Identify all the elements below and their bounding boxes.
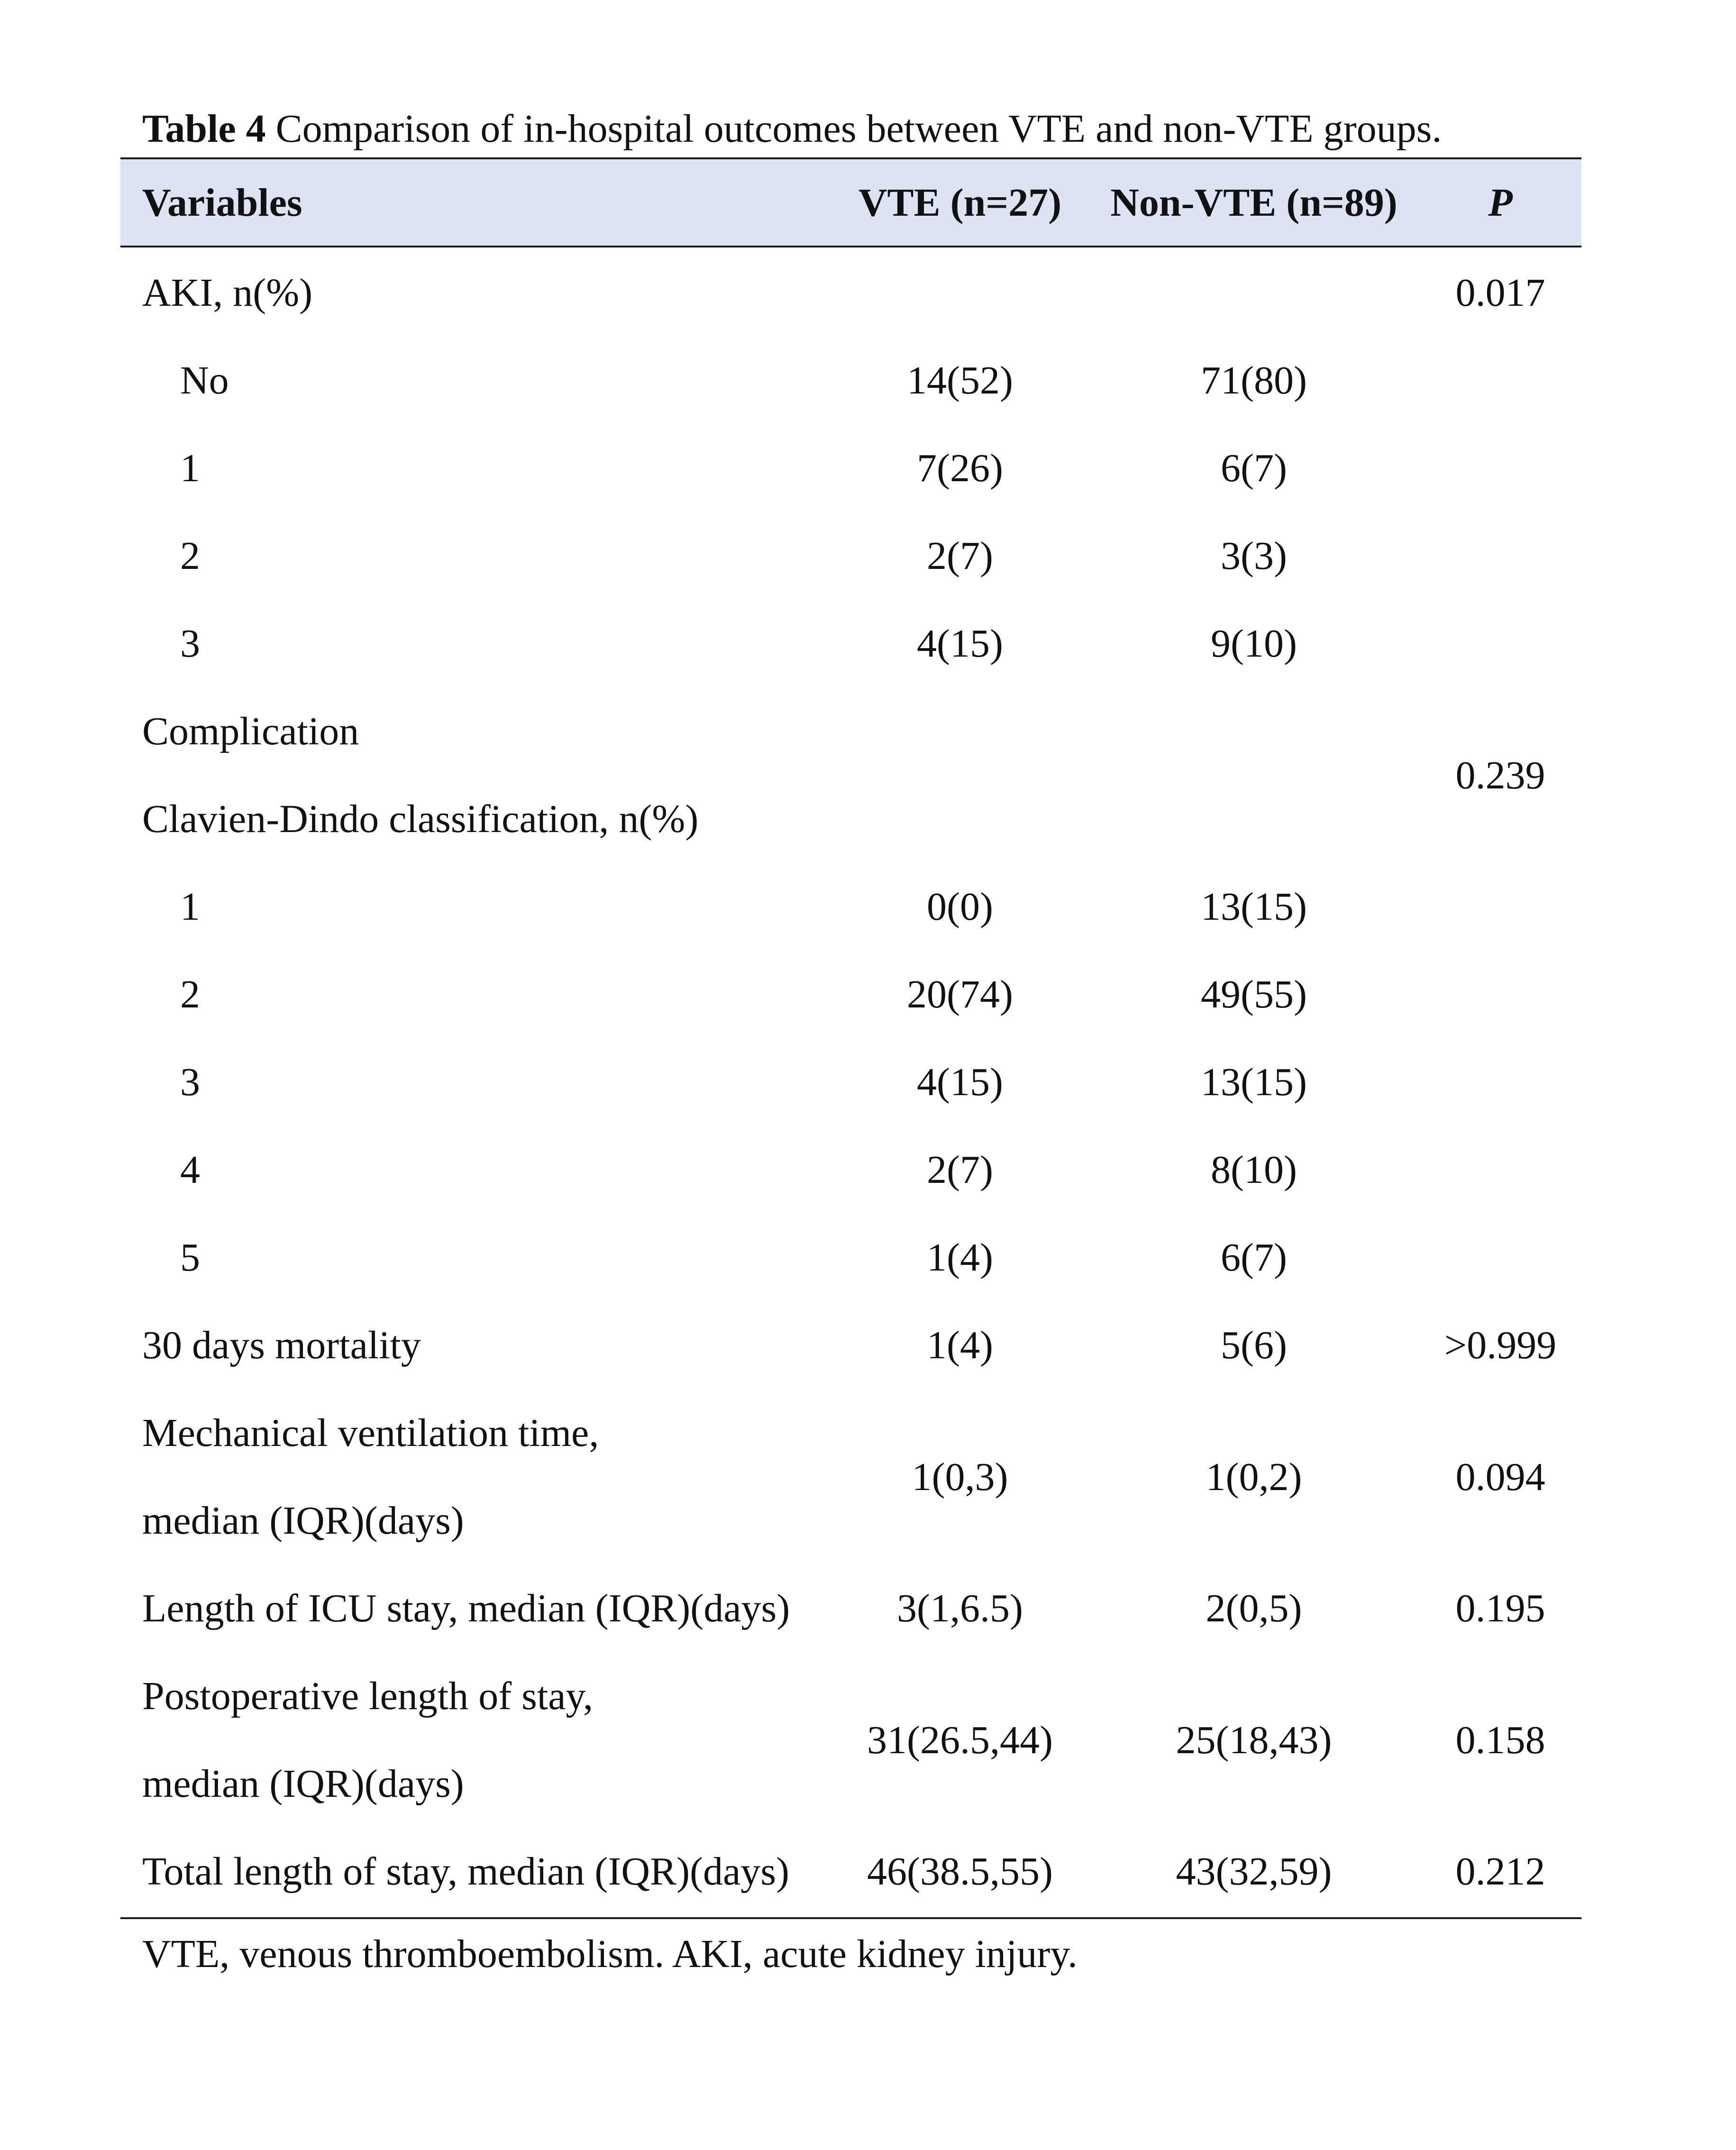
table-caption bbox=[142, 105, 1442, 153]
vte-cd-3: 4(15) bbox=[917, 1060, 1003, 1104]
vte-aki-no: 14(52) bbox=[907, 358, 1013, 403]
header-non-vte: Non-VTE (n=89) bbox=[1110, 181, 1398, 225]
non-vte-aki-1: 6(7) bbox=[1221, 446, 1287, 490]
non-vte-cd-4: 8(10) bbox=[1211, 1148, 1297, 1192]
row-label-postop-stay-line2: median (IQR)(days) bbox=[142, 1762, 464, 1806]
p-value-mortality: >0.999 bbox=[1444, 1323, 1557, 1367]
row-label-aki-1: 1 bbox=[180, 446, 200, 490]
p-value-mech-vent: 0.094 bbox=[1455, 1455, 1545, 1499]
header-vte: VTE (n=27) bbox=[858, 181, 1062, 225]
vte-cd-1: 0(0) bbox=[927, 885, 993, 929]
vte-cd-2: 20(74) bbox=[907, 972, 1013, 1016]
header-rule bbox=[120, 246, 1581, 247]
row-label-icu-stay: Length of ICU stay, median (IQR)(days) bbox=[142, 1586, 790, 1630]
vte-cd-5: 1(4) bbox=[927, 1235, 993, 1280]
non-vte-mortality: 5(6) bbox=[1221, 1323, 1287, 1367]
vte-cd-4: 2(7) bbox=[927, 1148, 993, 1192]
vte-aki-2: 2(7) bbox=[927, 534, 993, 578]
vte-mech-vent: 1(0,3) bbox=[912, 1455, 1008, 1499]
row-label-postop-stay-line1: Postoperative length of stay, bbox=[142, 1674, 594, 1718]
non-vte-cd-5: 6(7) bbox=[1221, 1235, 1287, 1280]
row-label-complication: Complication bbox=[142, 709, 359, 753]
p-value-postop-stay: 0.158 bbox=[1455, 1718, 1545, 1762]
row-label-mech-vent-line2: median (IQR)(days) bbox=[142, 1499, 464, 1543]
non-vte-icu-stay: 2(0,5) bbox=[1206, 1586, 1302, 1630]
table-footnote: VTE, venous thromboembolism. AKI, acute kidney injury. bbox=[142, 1932, 1078, 1976]
bottom-rule bbox=[120, 1917, 1581, 1919]
row-label-clavien-dindo: Clavien-Dindo classification, n(%) bbox=[142, 797, 699, 841]
header-variables: Variables bbox=[142, 181, 302, 225]
row-label-cd-5: 5 bbox=[180, 1235, 200, 1280]
row-label-cd-1: 1 bbox=[180, 885, 200, 929]
p-value-aki: 0.017 bbox=[1455, 271, 1545, 315]
non-vte-cd-1: 13(15) bbox=[1201, 885, 1307, 929]
row-label-aki-3: 3 bbox=[180, 622, 200, 666]
vte-postop-stay: 31(26.5,44) bbox=[867, 1718, 1053, 1762]
row-label-cd-4: 4 bbox=[180, 1148, 200, 1192]
non-vte-aki-no: 71(80) bbox=[1201, 358, 1307, 403]
row-label-mech-vent-line1: Mechanical ventilation time, bbox=[142, 1411, 599, 1455]
p-value-icu-stay: 0.195 bbox=[1455, 1586, 1545, 1630]
row-label-mortality: 30 days mortality bbox=[142, 1323, 421, 1367]
table-title: Comparison of in-hospital outcomes between VTE and non-VTE groups. bbox=[275, 107, 1442, 151]
vte-total-stay: 46(38.5,55) bbox=[867, 1849, 1053, 1894]
row-label-cd-3: 3 bbox=[180, 1060, 200, 1104]
row-label-total-stay: Total length of stay, median (IQR)(days) bbox=[142, 1849, 789, 1894]
p-value-clavien-dindo: 0.239 bbox=[1455, 753, 1545, 797]
row-label-aki-no: No bbox=[180, 358, 229, 403]
header-p: P bbox=[1488, 181, 1513, 225]
p-value-total-stay: 0.212 bbox=[1455, 1849, 1545, 1894]
non-vte-aki-3: 9(10) bbox=[1211, 622, 1297, 666]
non-vte-postop-stay: 25(18,43) bbox=[1176, 1718, 1332, 1762]
vte-mortality: 1(4) bbox=[927, 1323, 993, 1367]
row-label-aki-2: 2 bbox=[180, 534, 200, 578]
vte-aki-3: 4(15) bbox=[917, 622, 1003, 666]
non-vte-mech-vent: 1(0,2) bbox=[1206, 1455, 1302, 1499]
row-label-cd-2: 2 bbox=[180, 972, 200, 1016]
vte-aki-1: 7(26) bbox=[917, 446, 1003, 490]
row-label-aki: AKI, n(%) bbox=[142, 271, 313, 315]
non-vte-total-stay: 43(32,59) bbox=[1176, 1849, 1332, 1894]
non-vte-cd-3: 13(15) bbox=[1201, 1060, 1307, 1104]
non-vte-cd-2: 49(55) bbox=[1201, 972, 1307, 1016]
non-vte-aki-2: 3(3) bbox=[1221, 534, 1287, 578]
vte-icu-stay: 3(1,6.5) bbox=[897, 1586, 1023, 1630]
table-number: Table 4 bbox=[142, 107, 266, 151]
